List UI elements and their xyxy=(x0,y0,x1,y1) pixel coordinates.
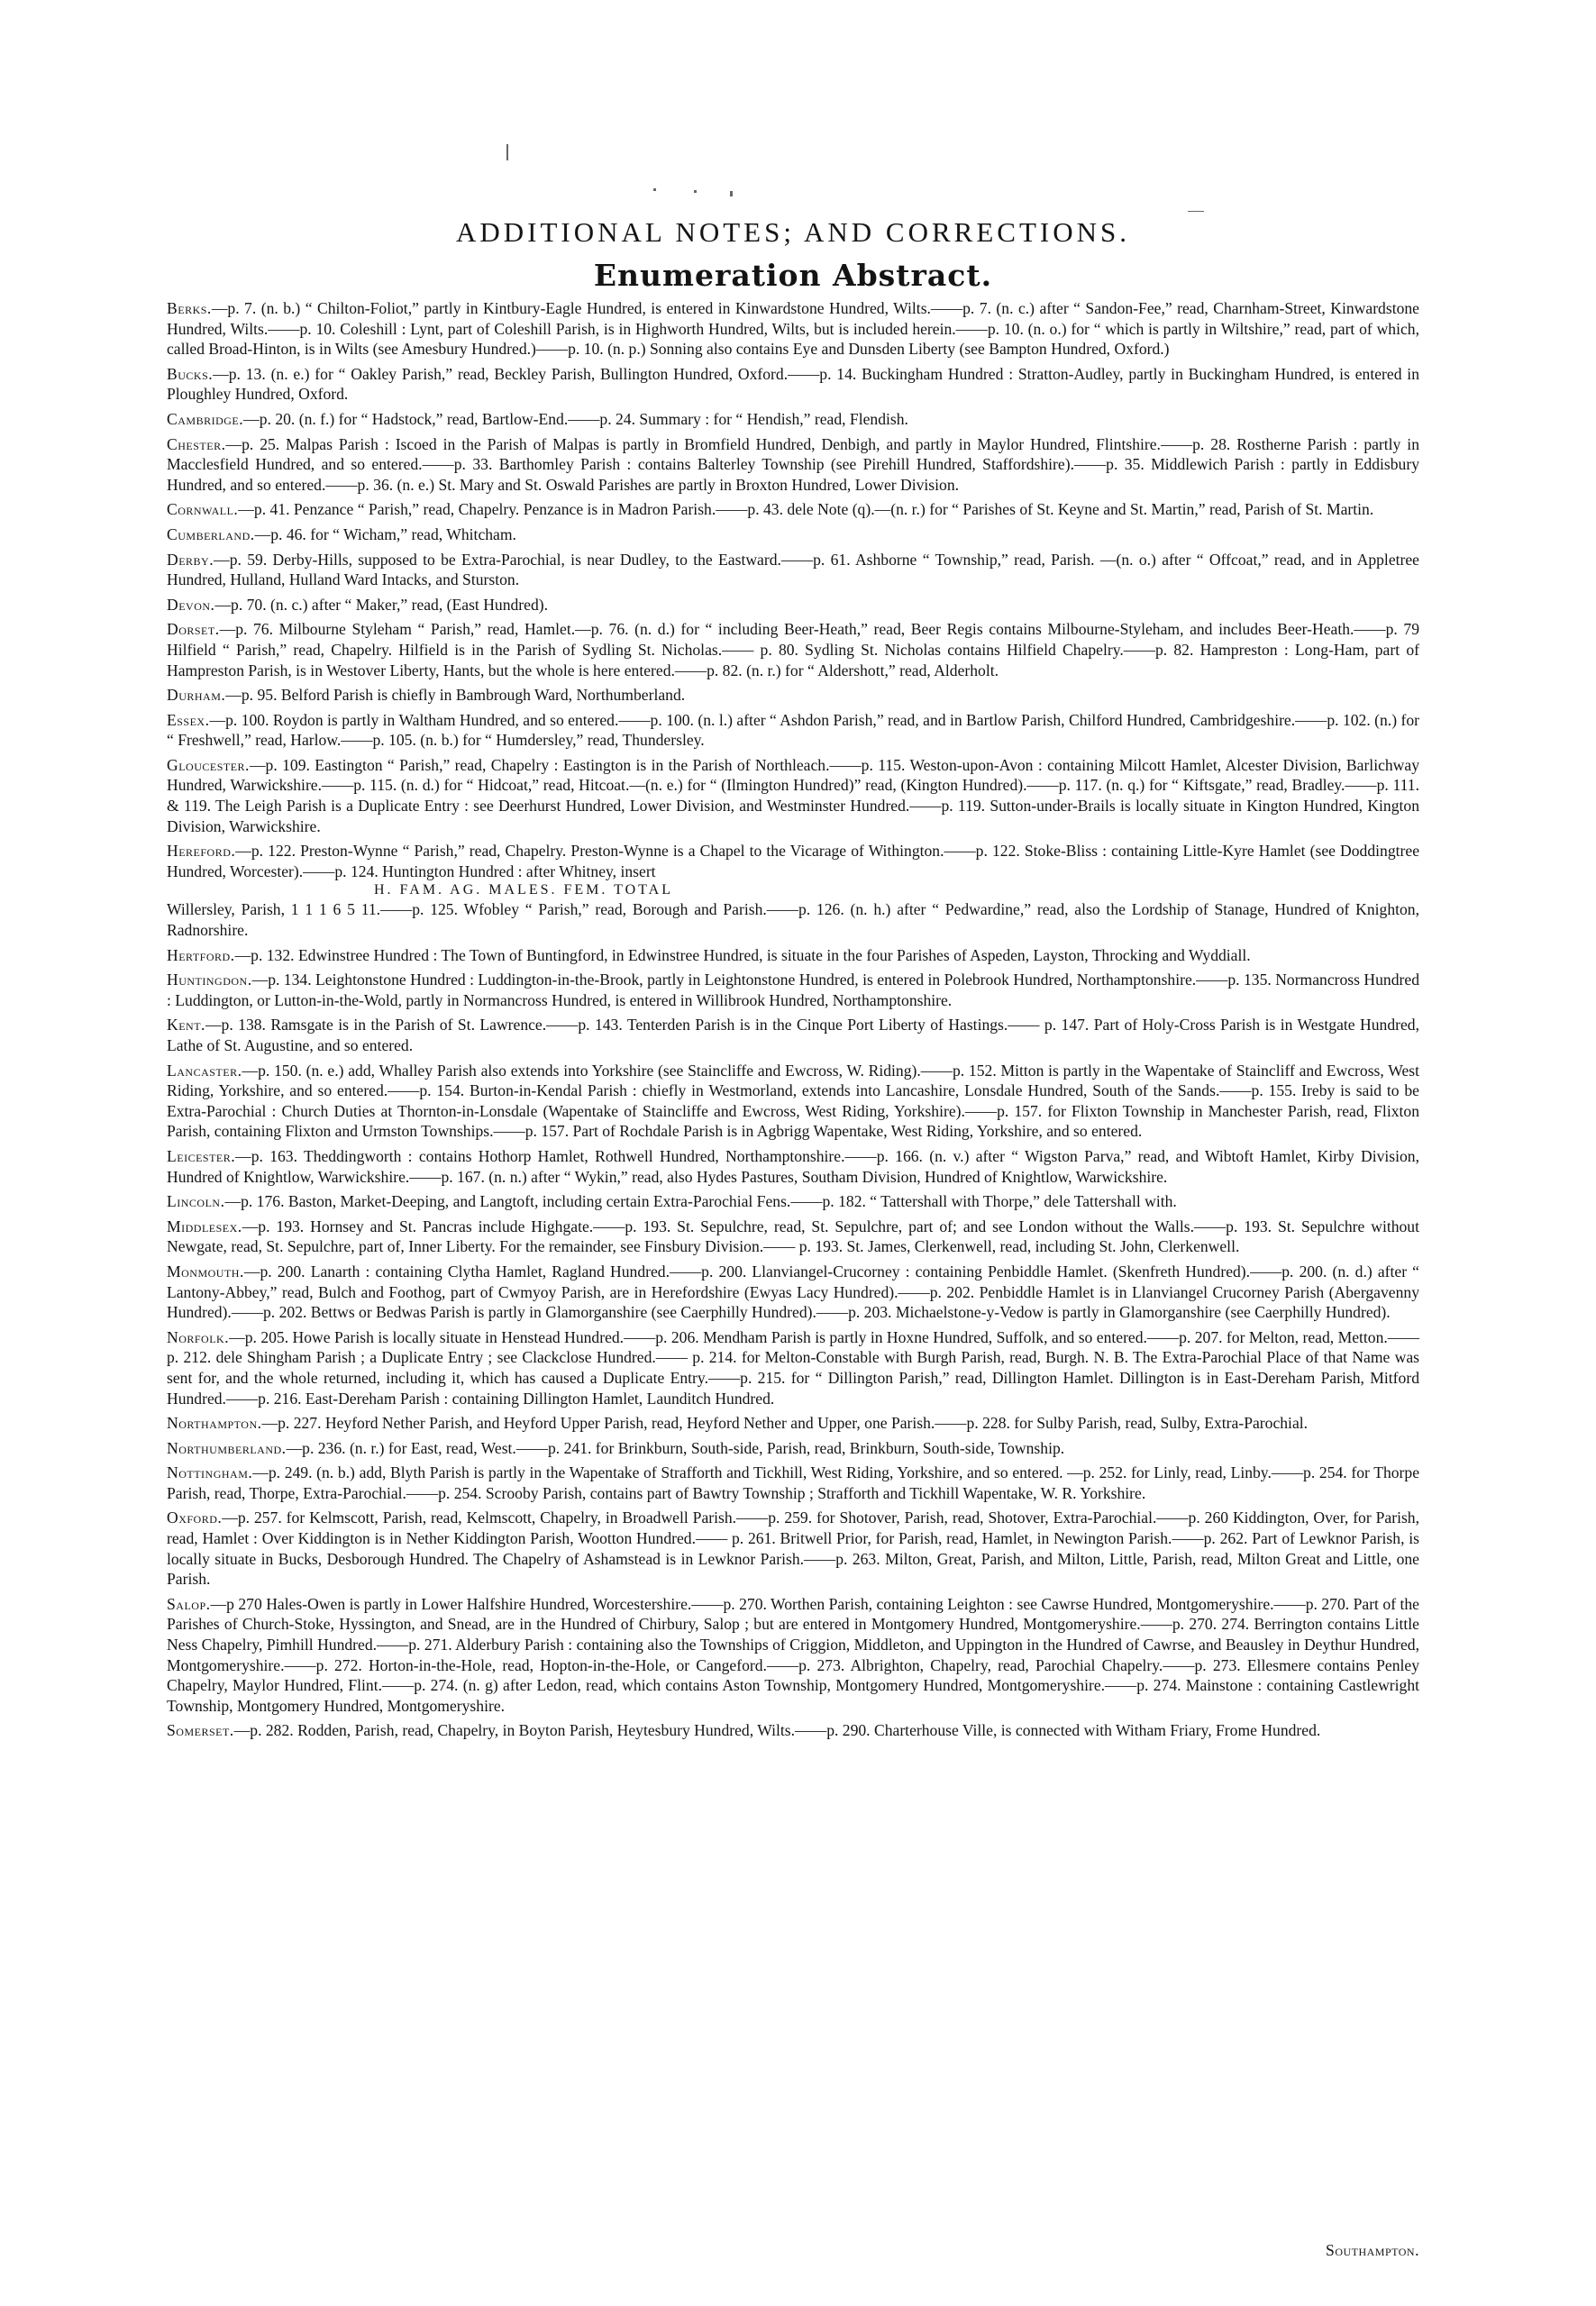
stray-mark xyxy=(506,144,508,160)
entry-text: —p. 138. Ramsgate is in the Parish of St. Lawrence.——p. 143. Tenterden Parish is in the Cinque Port Liberty of Hastings.—— p. 147. Part of Holy-Cross Parish is in Westgate Hundred, Lathe of St. Augustine, and so entered. xyxy=(167,1016,1419,1054)
page xyxy=(167,216,1419,1745)
entry-text: —p. 122. Preston-Wynne “ Parish,” read, Chapelry. Preston-Wynne is a Chapel to the Vicarage of Withington.——p. 122. Stoke-Bliss : containing Little-Kyre Hamlet (see Doddingtree Hundred, Worcester).——p. 124. Huntington Hundred : after Whitney, insert xyxy=(167,842,1419,880)
entry-berks xyxy=(167,298,1419,360)
entry-text: —p. 150. (n. e.) add, Whalley Parish also extends into Yorkshire (see Staincliffe and Ewcross, W. Riding).——p. 152. Mitton is partly in the Wapentake of Staincliff and Ewcross, West Riding, Yorkshire, and so entered.——p. 154. Burton-in-Kendal Parish : chiefly in Westmorland, extends into Lancashire, Lonsdale Hundred, South of the Sands.——p. 155. Ireby is said to be Extra-Parochial : Church Duties at Thornton-in-Lonsdale (Wapentake of Staincliffe and Ewcross, West Riding, Yorkshire).——p. 157. for Flixton Township in Manchester Parish, read, Flixton Parish, containing Flixton and Urmston Townships.——p. 157. Part of Rochdale Parish is in Agbrigg Wapentake, West Riding, Yorkshire, and so entered. xyxy=(167,1061,1419,1141)
entry-text: —p. 59. Derby-Hills, supposed to be Extra-Parochial, is near Dudley, to the Eastward.——p. 61. Ashborne “ Township,” read, Parish. —(n. o.) after “ Offcoat,” read, and in Appletree Hundred, Hulland, Hulland Ward Intacks, and Sturston. xyxy=(167,550,1419,589)
entry-chester xyxy=(167,434,1419,496)
county-name: Lincoln. xyxy=(167,1192,225,1211)
section-subtitle: Enumeration Abstract. xyxy=(593,258,993,293)
entry-text: —p. 46. for “ Wicham,” read, Whitcham. xyxy=(254,524,516,543)
entry-cumberland xyxy=(167,524,1419,545)
entry-text: —p. 176. Baston, Market-Deeping, and Langtoft, including certain Extra-Parochial Fens.——p. 182. “ Tattershall with Thorpe,” dele Tattershall with. xyxy=(224,1192,1177,1211)
county-name: Cumberland. xyxy=(167,524,255,543)
county-name: Kent. xyxy=(167,1016,205,1035)
entry-lancaster xyxy=(167,1061,1419,1142)
county-name: Cambridge. xyxy=(167,409,244,428)
entry-text: —p. 109. Eastington “ Parish,” read, Chapelry : Eastington is in the Parish of Northleach.——p. 115. Weston-upon-Avon : containing Milcott Hamlet, Alcester Division, Barlichway Hundred, Warwickshire.——p. 115. (n. d.) for “ Hidcoat,” read, Hitcoat.—(n. e.) for “ (Ilmington Hundred)” read, (Kington Hundred).——p. 117. (n. q.) for “ Kiftsgate,” read, Bradley.——p. 111. & 119. The Leigh Parish is a Duplicate Entry : see Deerhurst Hundred, Lower Division, and Westminster Hundred.——p. 119. Sutton-under-Brails is locally situate in Kington Hundred, Kington Division, Warwickshire. xyxy=(167,755,1419,835)
stray-mark xyxy=(694,190,697,193)
entry-text: —p. 257. for Kelmscott, Parish, read, Kelmscott, Chapelry, in Broadwell Parish.——p. 259. for Shotover, Parish, read, Shotover, Extra-Parochial.——p. 260 Kiddington, Over, for Parish, read, Hamlet : Over Kiddington is in Nether Kiddington Parish, Wootton Hundred.—— p. 261. Britwell Prior, for Parish, read, Hamlet, in Newington Parish.——p. 262. Part of Lewknor Parish, is locally situate in Bucks, Desborough Hundred. The Chapelry of Ashamstead is in Lewknor Parish.——p. 263. Milton, Great, Parish, and Milton, Little, Parish, read, Milton Great and Little, one Parish. xyxy=(167,1508,1419,1589)
entry-text: —p. 163. Theddingworth : contains Hothorp Hamlet, Rothwell Hundred, Northamptonshire.——p. 166. (n. v.) after “ Wigston Parva,” read, and Wibtoft Hamlet, Kirby Division, Hundred of Knightlow, Warwickshire.——p. 167. (n. n.) after “ Wykin,” read, also Hydes Pastures, Southam Division, Hundred of Knightlow, Warwickshire. xyxy=(167,1146,1419,1186)
county-name: Nottingham. xyxy=(167,1463,253,1482)
entry-northumberland xyxy=(167,1438,1419,1459)
entry-text: —p. 25. Malpas Parish : Iscoed in the Parish of Malpas is partly in Bromfield Hundred, Denbigh, and partly in Maylor Hundred, Flintshire.——p. 28. Rostherne Parish : partly in Macclesfield Hundred, and so entered.——p. 33. Barthomley Parish : contains Balterley Township (see Pirehill Hundred, Staffordshire).——p. 35. Middlewich Parish : partly in Eddisbury Hundred, and so entered.——p. 36. (n. e.) St. Mary and St. Oswald Parishes are partly in Broxton Hundred, Lower Division. xyxy=(167,434,1419,494)
county-name: Leicester. xyxy=(167,1146,236,1165)
county-name: Hertford. xyxy=(167,945,235,964)
county-name: Salop. xyxy=(167,1594,211,1613)
entry-text: —p. 134. Leightonstone Hundred : Luddington-in-the-Brook, partly in Leightonstone Hundred, is entered in Polebrook Hundred, Northamptonshire.——p. 135. Normancross Hundred : Luddington, or Lutton-in-the-Wold, partly in Normancross Hundred, is entered in Willibrook Hundred, Northamptonshire. xyxy=(167,971,1419,1009)
entry-nottingham xyxy=(167,1463,1419,1503)
entry-durham xyxy=(167,685,1419,706)
county-name: Durham. xyxy=(167,686,226,705)
entry-text: —p. 70. (n. c.) after “ Maker,” read, (East Hundred). xyxy=(214,595,549,614)
county-name: Northampton. xyxy=(167,1414,262,1433)
county-name: Devon. xyxy=(167,595,215,614)
stray-mark xyxy=(730,191,733,196)
entry-huntingdon xyxy=(167,970,1419,1010)
county-name: Chester. xyxy=(167,434,226,453)
county-name: Oxford. xyxy=(167,1508,223,1527)
entry-text: —p. 76. Milbourne Styleham “ Parish,” read, Hamlet.—p. 76. (n. d.) for “ including Beer-Heath,” read, Beer Regis contains Milbourne-Styleham, and includes Beer-Heath.——p. 79 Hilfield “ Parish,” read, Chapelry. Hilfield is in the Parish of Sydling St. Nicholas.—— p. 80. Sydling St. Nicholas contains Hilfield Chapelry.——p. 82. Hampreston : Long-Ham, part of Hampreston Parish, is in Westover Liberty, Hants, but the whole is here entered.——p. 82. (n. r.) for “ Aldershott,” read, Alderholt. xyxy=(167,620,1419,679)
entry-dorset xyxy=(167,619,1419,680)
county-name: Monmouth. xyxy=(167,1262,244,1281)
entry-text: —p. 100. Roydon is partly in Waltham Hundred, and so entered.——p. 100. (n. l.) after “ Ashdon Parish,” read, and in Bartlow Parish, Chilford Hundred, Cambridgeshire.——p. 102. (n.) for “ Freshwell,” read, Harlow.——p. 105. (n. b.) for “ Humdersley,” read, Thundersley. xyxy=(167,710,1419,750)
entry-kent xyxy=(167,1015,1419,1055)
entry-text: —p. 41. Penzance “ Parish,” read, Chapelry. Penzance is in Madron Parish.——p. 43. dele Note (q).—(n. r.) for “ Parishes of St. Keyne and St. Martin,” read, Parish of St. Martin. xyxy=(238,500,1374,519)
county-name: Bucks. xyxy=(167,364,214,383)
entry-salop xyxy=(167,1594,1419,1717)
entry-hereford-continued xyxy=(167,899,1419,940)
entry-essex xyxy=(167,710,1419,751)
catchword: Southampton. xyxy=(1326,2241,1419,2259)
entry-text: —p 270 Hales-Owen is partly in Lower Halfshire Hundred, Worcestershire.——p. 270. Worthen Parish, containing Leighton : see Cawrse Hundred, Montgomeryshire.——p. 270. Part of the Parishes of Church-Stoke, Hyssington, and Snead, are in the Hundred of Chirbury, Salop ; but are entered in Montgomery Hundred, Montgomeryshire.——p. 270. 274. Berrington contains Little Ness Chapelry, Pimhill Hundred.——p. 271. Alderbury Parish : containing also the Townships of Criggion, Middleton, and Uppington in the Hundred of Cawrse, and Beausley in Deythur Hundred, Montgomeryshire.——p. 272. Horton-in-the-Hole, read, Hopton-in-the-Hole, or Cangeford.——p. 273. Albrighton, Chapelry, read, Parochial Chapelry.——p. 273. Ellesmere contains Penley Chapelry, Maylor Hundred, Flint.——p. 274. (n. g) after Ledon, read, which contains Aston Township, Montgomery Hundred, Montgomeryshire.——p. 274. Mainstone : containing Castlewright Township, Montgomery Hundred, Montgomeryshire. xyxy=(167,1594,1419,1715)
county-name: Essex. xyxy=(167,710,210,729)
county-name: Dorset. xyxy=(167,620,220,639)
entry-text: —p. 200. Lanarth : containing Clytha Hamlet, Ragland Hundred.——p. 200. Llanviangel-Crucorney : containing Penbiddle Hamlet. (Skenfreth Hundred).——p. 200. (n. d.) after “ Lantony-Abbey,” read, Bulch and Foothog, part of Cwmyoy Parish, are in Herefordshire (Ewyas Lacy Hundred).——p. 202. Penbiddle Hamlet is in Llanviangel Crucorney Parish (Abergavenny Hundred).——p. 202. Bettws or Bedwas Parish is partly in Glamorganshire (see Caerphilly Hundred).——p. 203. Michaelstone-y-Vedow is partly in Glamorganshire (see Caerphilly Hundred). xyxy=(167,1262,1419,1322)
county-name: Cornwall. xyxy=(167,500,239,519)
page-title: ADDITIONAL NOTES; AND CORRECTIONS. xyxy=(456,216,1130,248)
entry-devon xyxy=(167,595,1419,615)
entry-text: —p. 7. (n. b.) “ Chilton-Foliot,” partly in Kintbury-Eagle Hundred, is entered in Kinwardstone Hundred, Wilts.——p. 7. (n. c.) after “ Sandon-Fee,” read, Charnham-Street, Kinwardstone Hundred, Wilts.——p. 10. Coleshill : Lynt, part of Coleshill Parish, is in Highworth Hundred, Wilts, but is included herein.——p. 10. (n. o.) for “ which is partly in Wiltshire,” read, part of which, called Broad-Hinton, is in Wilts (see Amesbury Hundred.)——p. 10. (n. p.) Sonning also contains Eye and Dunsden Liberty (see Bampton Hundred, Oxford.) xyxy=(167,299,1419,359)
entry-text: —p. 249. (n. b.) add, Blyth Parish is partly in the Wapentake of Strafforth and Tickhill, West Riding, Yorkshire, and so entered. —p. 252. for Linly, read, Linby.——p. 254. for Thorpe Parish, read, Thorpe, Extra-Parochial.——p. 254. Scrooby Parish, contains part of Bawtry Township ; Strafforth and Tickhill Wapentake, W. R. Yorkshire. xyxy=(167,1463,1419,1502)
entry-hertford xyxy=(167,945,1419,966)
county-name: Middlesex. xyxy=(167,1217,242,1235)
entry-leicester xyxy=(167,1146,1419,1187)
entry-text: Willersley, Parish, 1 1 1 6 5 11.——p. 125. Wfobley “ Parish,” read, Borough and Parish.——p. 126. (n. h.) after “ Pedwardine,” read, also the Lordship of Stanage, Hundred of Knighton, Radnorshire. xyxy=(167,900,1419,940)
entry-text: —p. 20. (n. f.) for “ Hadstock,” read, Bartlow-End.——p. 24. Summary : for “ Hendish,” read, Flendish. xyxy=(243,409,908,428)
entry-norfolk xyxy=(167,1327,1419,1408)
entry-hereford xyxy=(167,841,1419,881)
entry-text: —p. 227. Heyford Nether Parish, and Heyford Upper Parish, read, Heyford Nether and Upper, one Parish.——p. 228. for Sulby Parish, read, Sulby, Extra-Parochial. xyxy=(261,1414,1309,1433)
stray-mark xyxy=(653,188,656,191)
entry-text: —p. 95. Belford Parish is chiefly in Bambrough Ward, Northumberland. xyxy=(225,686,686,705)
entry-bucks xyxy=(167,364,1419,405)
entry-cambridge xyxy=(167,409,1419,430)
county-name: Berks. xyxy=(167,299,212,317)
county-name: Gloucester. xyxy=(167,755,250,774)
county-name: Derby. xyxy=(167,550,214,569)
entry-text: —p. 236. (n. r.) for East, read, West.——p. 241. for Brinkburn, South-side, Parish, read, Brinkburn, South-side, Township. xyxy=(286,1438,1065,1457)
entry-text: —p. 193. Hornsey and St. Pancras include Highgate.——p. 193. St. Sepulchre, read, St. Sepulchre, part of; and see London without the Walls.——p. 193. St. Sepulchre without Newgate, read, St. Sepulchre, part of, Inner Liberty. For the remainder, see Finsbury Division.—— p. 193. St. James, Clerkenwell, read, including St. John, Clerkenwell. xyxy=(167,1217,1419,1256)
county-name: Northumberland. xyxy=(167,1438,287,1457)
entry-somerset xyxy=(167,1720,1419,1741)
table-column-header: H. FAM. AG. MALES. FEM. TOTAL xyxy=(374,882,673,898)
entry-middlesex xyxy=(167,1217,1419,1257)
stray-mark xyxy=(1188,211,1204,212)
county-name: Somerset. xyxy=(167,1721,234,1740)
entry-gloucester xyxy=(167,755,1419,836)
entry-monmouth xyxy=(167,1262,1419,1323)
county-name: Hereford. xyxy=(167,842,236,861)
entry-oxford xyxy=(167,1508,1419,1589)
entry-derby xyxy=(167,550,1419,590)
county-name: Huntingdon. xyxy=(167,971,252,989)
entry-text: —p. 132. Edwinstree Hundred : The Town of Buntingford, in Edwinstree Hundred, is situate in the four Parishes of Aspeden, Layston, Throcking and Wyddiall. xyxy=(234,945,1251,964)
entry-lincoln xyxy=(167,1191,1419,1212)
county-name: Lancaster. xyxy=(167,1061,242,1080)
entry-text: —p. 282. Rodden, Parish, read, Chapelry, in Boyton Parish, Heytesbury Hundred, Wilts.——p. 290. Charterhouse Ville, is connected with Witham Friary, Frome Hundred. xyxy=(233,1721,1321,1740)
entry-text: —p. 13. (n. e.) for “ Oakley Parish,” read, Beckley Parish, Bullington Hundred, Oxford.——p. 14. Buckingham Hundred : Stratton-Audley, partly in Buckingham Hundred, is entered in Ploughley Hundred, Oxford. xyxy=(167,364,1419,404)
entry-cornwall xyxy=(167,499,1419,520)
entry-text: —p. 205. Howe Parish is locally situate in Henstead Hundred.——p. 206. Mendham Parish is partly in Hoxne Hundred, Suffolk, and so entered.——p. 207. for Melton, read, Metton.——p. 212. dele Shingham Parish ; a Duplicate Entry ; see Clackclose Hundred.—— p. 214. for Melton-Constable with Burgh Parish, read, Burgh. N. B. The Extra-Parochial Place of that Name was sent for, and the whole returned, including it, which has caused a Duplicate Entry.——p. 215. for “ Dillington Parish,” read, Dillington Hamlet. Dillington is in East-Dereham Parish, Mitford Hundred.——p. 216. East-Dereham Parish : containing Dillington Hamlet, Launditch Hundred. xyxy=(167,1327,1419,1408)
entry-northampton xyxy=(167,1413,1419,1434)
county-name: Norfolk. xyxy=(167,1327,230,1346)
